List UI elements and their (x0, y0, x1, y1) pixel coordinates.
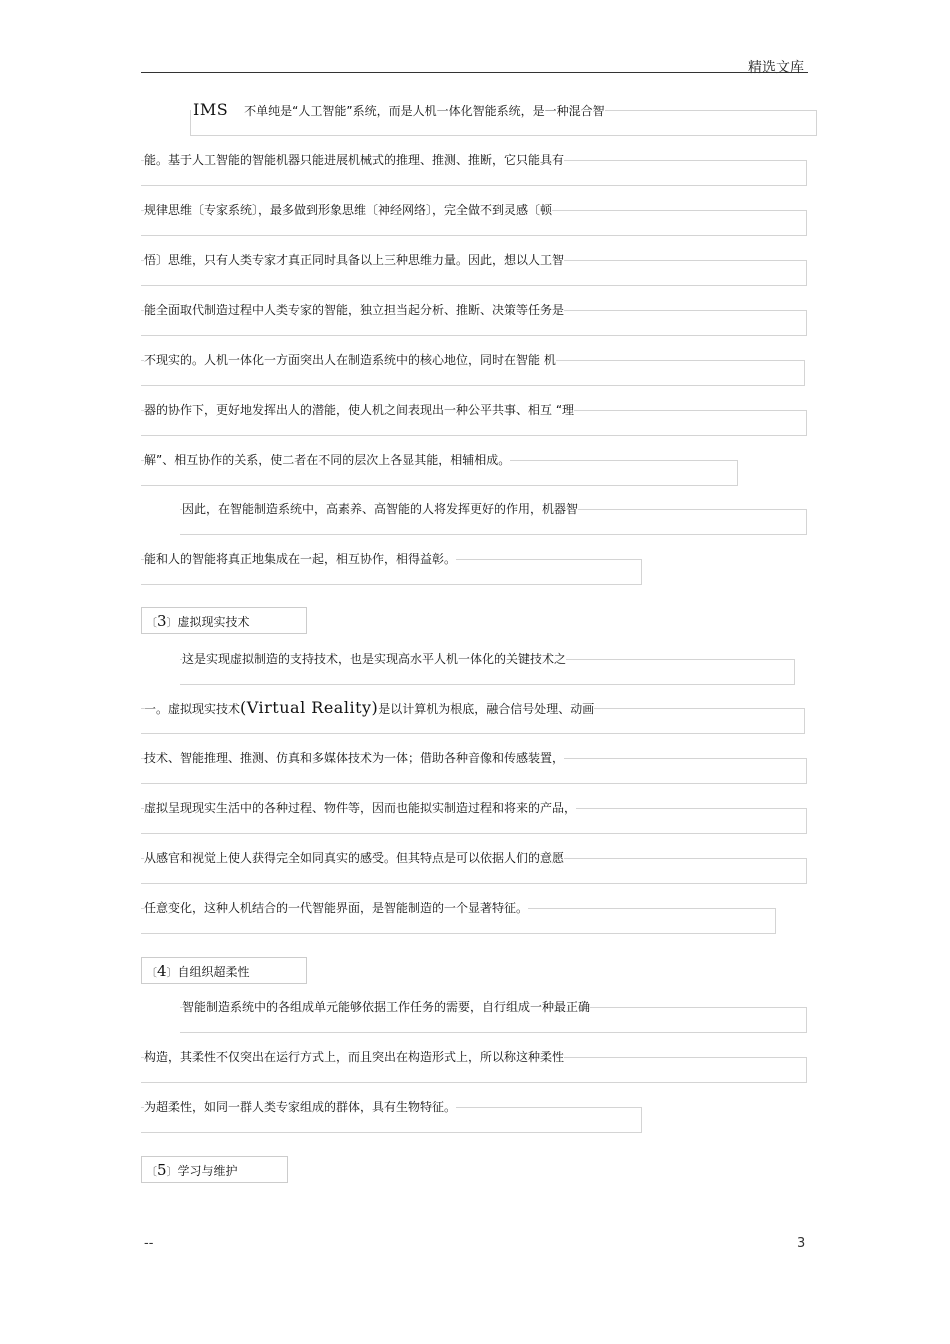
header-rule (141, 72, 808, 73)
text-run: 能全面取代制造过程中人类专家的智能，独立担当起分析、推断、决策等任务是 (144, 303, 565, 317)
text-line (141, 453, 738, 486)
text-run: 这是实现虚拟制造的支持技术，也是实现高水平人机一体化的关键技术之 (182, 652, 567, 666)
text-run: 为超柔性，如同一群人类专家组成的群体，具有生物特征。 (144, 1100, 457, 1114)
text-run: 能和人的智能将真正地集成在一起，相互协作，相得益彰。 (144, 552, 457, 566)
text-line (141, 403, 807, 436)
section-heading-3 (141, 607, 307, 634)
section-title: 学习与维护 (177, 1164, 238, 1178)
text-run: 是以计算机为根底，融合信号处理、动画 (378, 702, 595, 716)
text-line (141, 303, 807, 336)
text-run: 不单纯是“人工智能”系统，而是人机一体化智能系统，是一种混合智 (244, 104, 605, 118)
section-title: 虚拟现实技术 (177, 615, 250, 629)
text-line (141, 698, 805, 734)
text-line (141, 751, 807, 784)
text-run: 悟〕思维，只有人类专家才真正同时具备以上三种思维力量。因此，想以人工智 (144, 253, 565, 267)
section-number: 3 (157, 612, 167, 630)
section-number: 5 (157, 1161, 167, 1179)
page-header-title: 精选文库 (748, 60, 804, 76)
bracket-close: 〕 (166, 966, 178, 979)
text-line (141, 153, 807, 186)
text-run: 能。基于人工智能的智能机器只能进展机械式的推理、推测、推断，它只能具有 (144, 153, 565, 167)
text-run: 技术、智能推理、推测、仿真和多媒体技术为一体；借助各种音像和传感装置， (144, 751, 565, 765)
text-line (190, 100, 817, 136)
section-number: 4 (157, 962, 167, 980)
bracket-open: 〔 (146, 966, 157, 979)
text-run: 规律思维〔专家系统〕，最多做到形象思维〔神经网络〕，完全做不到灵感〔顿 (144, 203, 553, 217)
text-run: 解”、相互协作的关系，使二者在不同的层次上各显其能，相辅相成。 (144, 453, 511, 467)
text-line (141, 203, 807, 236)
footer-marker: -- (144, 1236, 154, 1251)
text-run: 智能制造系统中的各组成单元能够依据工作任务的需要，自行组成一种最正确 (182, 1000, 591, 1014)
text-run: 任意变化，这种人机结合的一代智能界面，是智能制造的一个显著特征。 (144, 901, 529, 915)
text-run: 构造，其柔性不仅突出在运行方式上，而且突出在构造形式上，所以称这种柔性 (144, 1050, 565, 1064)
bracket-open: 〔 (146, 1165, 157, 1178)
bracket-close: 〕 (166, 1165, 178, 1178)
text-line (180, 652, 795, 685)
text-line (180, 1000, 807, 1033)
section-title: 自组织超柔性 (177, 965, 250, 979)
text-run: 虚拟呈现现实生活中的各种过程、物件等，因而也能拟实制造过程和将来的产品， (144, 801, 577, 815)
text-run: 一。虚拟现实技术 (144, 702, 241, 716)
text-line (141, 801, 807, 834)
text-line (141, 552, 642, 585)
text-line (180, 502, 807, 535)
text-line (141, 851, 807, 884)
text-run: 因此，在智能制造系统中，高素养、高智能的人将发挥更好的作用，机器智 (182, 502, 579, 516)
text-run: 从感官和视觉上使人获得完全如同真实的感受。但其特点是可以依据人们的意愿 (144, 851, 565, 865)
bracket-close: 〕 (166, 616, 178, 629)
text-line (141, 353, 805, 386)
text-run: 器的协作下，更好地发挥出人的潜能，使人机之间表现出一种公平共事、相互 “理 (144, 403, 575, 417)
text-line (141, 1100, 642, 1133)
section-heading-5 (141, 1156, 288, 1183)
text-run: 不现实的。人机一体化一方面突出人在制造系统中的核心地位，同时在智能 机 (144, 353, 556, 367)
ims-acronym: IMS (193, 100, 229, 119)
text-line (141, 253, 807, 286)
section-heading-4 (141, 957, 307, 984)
latin-term: (Virtual Reality) (240, 698, 379, 717)
text-line (141, 901, 776, 934)
bracket-open: 〔 (146, 616, 157, 629)
text-line (141, 1050, 807, 1083)
page-number: 3 (797, 1236, 806, 1251)
